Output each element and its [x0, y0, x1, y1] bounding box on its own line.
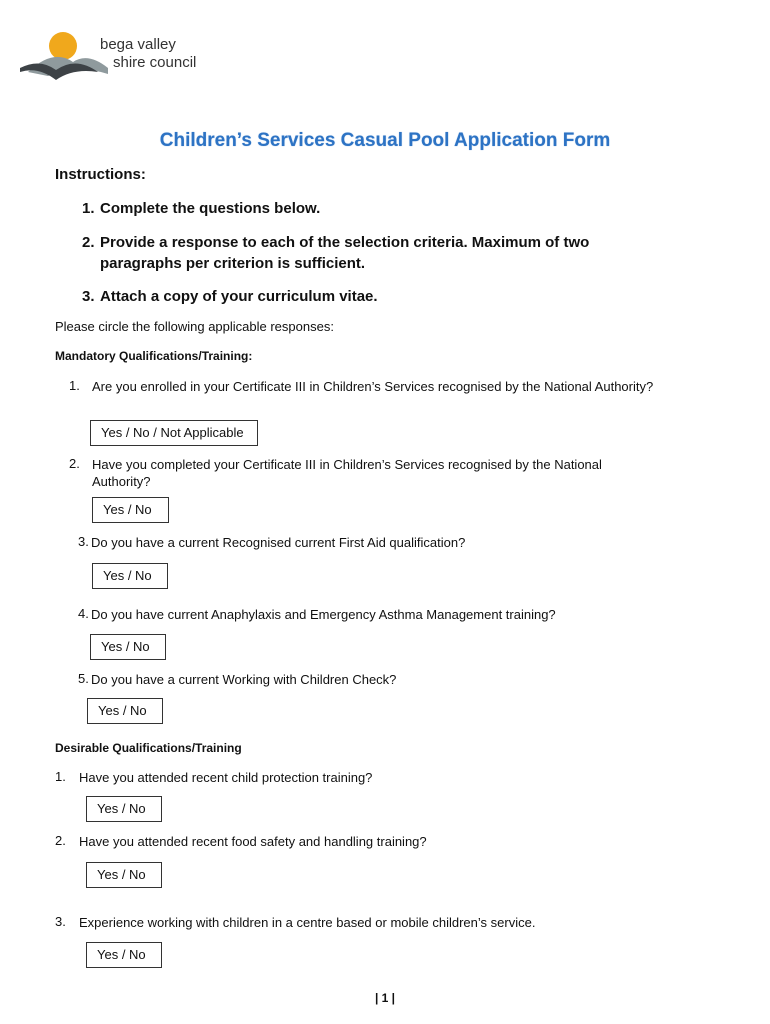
question-number: 3. — [55, 914, 66, 929]
question-text: Are you enrolled in your Certificate III in Children’s Services recognised by the National Authority? — [92, 379, 654, 394]
answer-option-box[interactable]: Yes / No / Not Applicable — [90, 420, 258, 446]
question-text: Do you have a current Recognised current First Aid qualification? — [91, 535, 466, 550]
answer-option-box[interactable]: Yes / No — [87, 698, 163, 724]
question-text: Have you attended recent child protection training? — [79, 770, 373, 785]
desirable-heading: Desirable Qualifications/Training — [55, 741, 242, 755]
circle-note: Please circle the following applicable responses: — [55, 319, 334, 334]
question-number: 3. — [78, 534, 89, 549]
question-number: 2. — [69, 456, 80, 471]
answer-option-box[interactable]: Yes / No — [90, 634, 166, 660]
page-number: | 1 | — [374, 991, 396, 1005]
instruction-step-1 — [82, 198, 682, 220]
org-name: bega valley — [100, 36, 176, 53]
instruction-step-3 — [82, 286, 682, 308]
form-title: Children’s Services Casual Pool Application Form — [159, 130, 611, 151]
answer-option-box[interactable]: Yes / No — [86, 862, 162, 888]
question-number: 1. — [55, 769, 66, 784]
step-number: 3. — [82, 288, 95, 305]
question-text: Have you attended recent food safety and handling training? — [79, 834, 427, 849]
org-subname: shire council — [113, 54, 197, 71]
answer-option-box[interactable]: Yes / No — [92, 563, 168, 589]
instruction-step-2 — [82, 232, 682, 276]
mandatory-heading: Mandatory Qualifications/Training: — [55, 349, 253, 363]
question-number: 5. — [78, 671, 89, 686]
answer-option-box[interactable]: Yes / No — [86, 796, 162, 822]
question-text: Do you have current Anaphylaxis and Emergency Asthma Management training? — [91, 607, 556, 622]
answer-option-box[interactable]: Yes / No — [92, 497, 169, 523]
step-number: 1. — [82, 200, 95, 217]
question-text: Do you have a current Working with Children Check? — [91, 672, 397, 687]
step-text: Complete the questions below. — [100, 200, 321, 217]
question-text: Experience working with children in a centre based or mobile children’s service. — [79, 915, 536, 930]
sun-shape — [49, 32, 77, 60]
step-text: Provide a response to each of the selection criteria. Maximum of two paragraphs per criterion is sufficient. — [100, 234, 590, 272]
answer-option-box[interactable]: Yes / No — [86, 942, 162, 968]
question-number: 4. — [78, 606, 89, 621]
step-number: 2. — [82, 234, 95, 251]
question-text: Have you completed your Certificate III in Children’s Services recognised by the National Authority? — [92, 457, 602, 489]
question-number: 2. — [55, 833, 66, 848]
question-number: 1. — [69, 378, 80, 393]
step-text: Attach a copy of your curriculum vitae. — [100, 288, 378, 305]
instructions-label: Instructions: — [55, 166, 146, 183]
